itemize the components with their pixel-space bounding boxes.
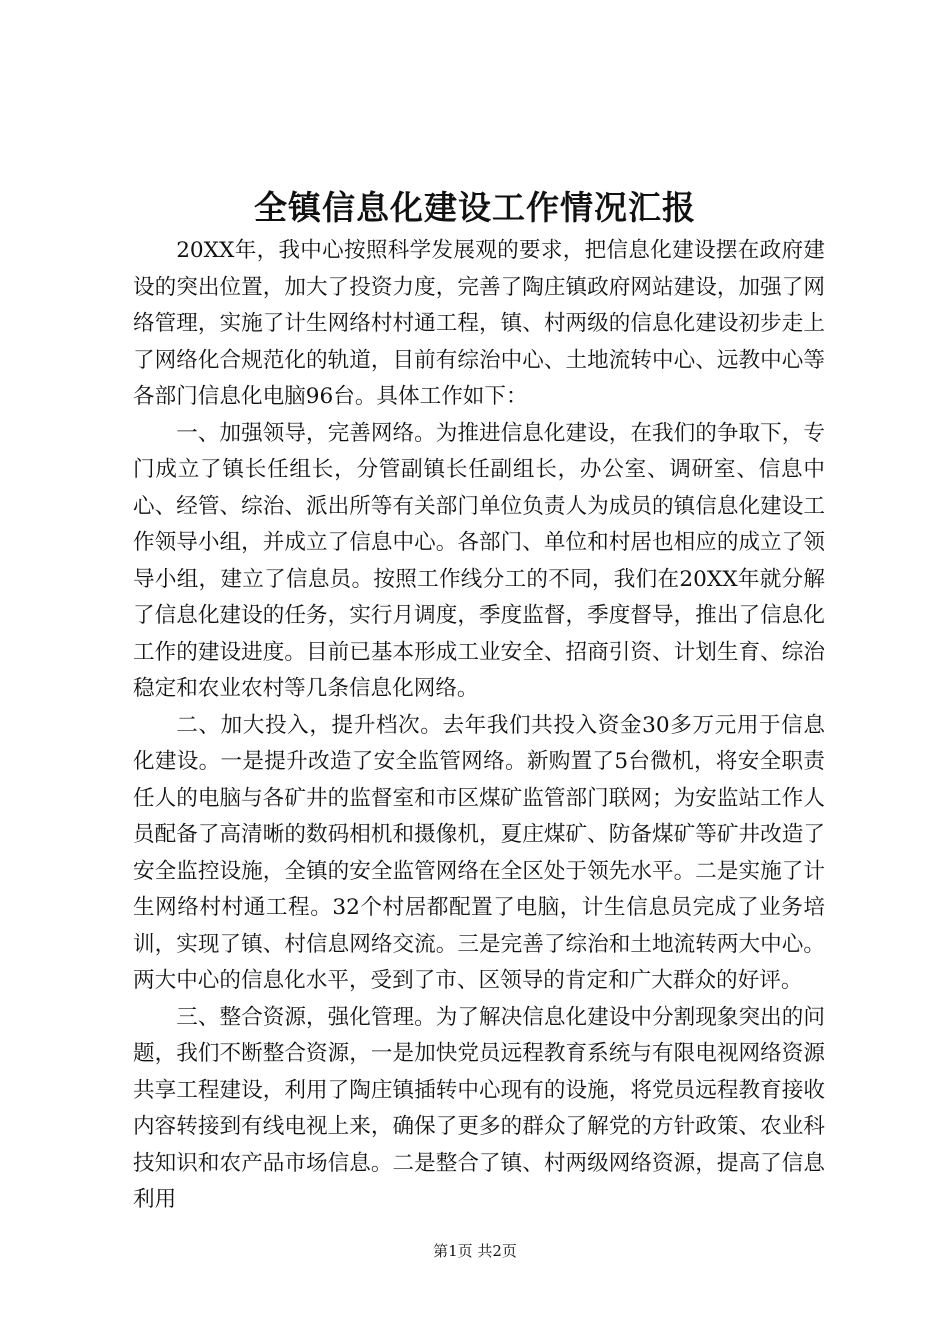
paragraph-section-1: 一、加强领导，完善网络。为推进信息化建设，在我们的争取下，专门成立了镇长任组长，分管副镇长任副组长，办公室、调研室、信息中心、经管、综治、派出所等有关部门单位负责人为成员的镇信息化建设工作领导小组，并成立了信息中心。各部门、单位和村居也相应的成立了领导小组，建立了信息员。按照工作线分工的不同，我们在20XX年就分解了信息化建设的任务，实行月调度，季度监督，季度督导，推出了信息化工作的建设进度。目前已基本形成工业安全、招商引资、计划生育、综治稳定和农业农村等几条信息化网络。 [133,420,825,701]
paragraph-section-3: 三、整合资源，强化管理。为了解决信息化建设中分割现象突出的问题，我们不断整合资源，一是加快党员远程教育系统与有限电视网络资源共享工程建设，利用了陶庄镇插转中心现有的设施，将党员远程教育接收内容转接到有线电视上来，确保了更多的群众了解党的方针政策、农业科技知识和农产品市场信息。二是整合了镇、村两级网络资源，提高了信息利用 [133,1004,825,1212]
document-body [133,233,825,1219]
page-number-footer: 第1页 共2页 [433,1242,517,1260]
document-title: 全镇信息化建设工作情况汇报 [254,188,696,227]
paragraph-intro: 20XX年，我中心按照科学发展观的要求，把信息化建设摆在政府建设的突出位置，加大了投资力度，完善了陶庄镇政府网站建设，加强了网络管理，实施了计生网络村村通工程，镇、村两级的信息化建设初步走上了网络化合规范化的轨道，目前有综治中心、土地流转中心、远教中心等各部门信息化电脑96台。具体工作如下： [133,238,825,409]
paragraph-section-2: 二、加大投入，提升档次。去年我们共投入资金30多万元用于信息化建设。一是提升改造了安全监管网络。新购置了5台微机，将安全职责任人的电脑与各矿井的监督室和市区煤矿监管部门联网；为安监站工作人员配备了高清晰的数码相机和摄像机，夏庄煤矿、防备煤矿等矿井改造了安全监控设施，全镇的安全监管网络在全区处于领先水平。二是实施了计生网络村村通工程。32个村居都配置了电脑，计生信息员完成了业务培训，实现了镇、村信息网络交流。三是完善了综治和土地流转两大中心。两大中心的信息化水平，受到了市、区领导的肯定和广大群众的好评。 [133,712,825,993]
